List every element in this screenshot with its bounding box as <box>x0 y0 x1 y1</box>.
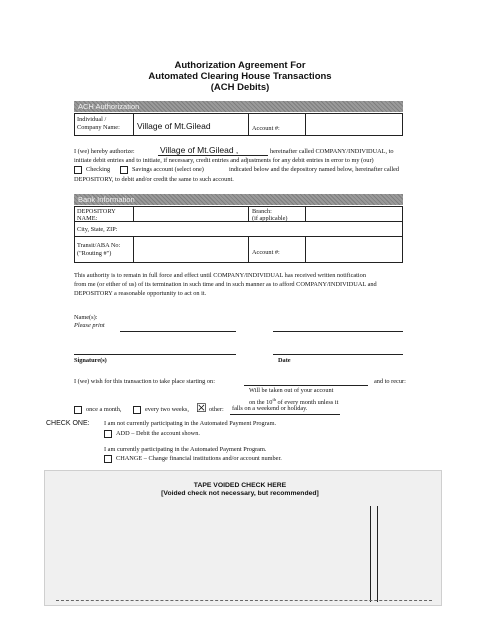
other-checkbox-checked[interactable]: ☒ <box>196 401 207 415</box>
note-text: on the 10 <box>249 399 273 407</box>
authorize-suffix: hereinafter called COMPANY/INDIVIDUAL, to <box>270 148 394 155</box>
checking-label: Checking <box>86 166 111 173</box>
date-field[interactable] <box>273 354 403 355</box>
handwritten-note-line-3: falls on a weekend or holiday. <box>232 405 308 412</box>
checking-checkbox[interactable] <box>74 166 82 174</box>
name-field-2[interactable] <box>273 331 403 332</box>
other-field[interactable] <box>230 414 340 415</box>
form-title-line-3: (ACH Debits) <box>210 82 270 93</box>
authorize-line-2: initiate debit entries and to initiate, if necessary, credit entries and adjustments for any debit entries in error to my (our) <box>74 157 374 164</box>
depository-label: DEPOSITORY <box>77 208 116 215</box>
authorize-prefix: I (we) hereby authorize: <box>74 148 135 155</box>
schedule-start-text: I (we) wish for this transaction to take place starting on: <box>74 378 215 385</box>
signature-label: Signature(s) <box>74 357 107 364</box>
handwritten-note-line-1: Will be taken out of your account <box>249 387 334 394</box>
depository-name-label: NAME: <box>77 215 98 222</box>
branch-field[interactable] <box>306 207 402 220</box>
table-row-divider <box>74 236 403 237</box>
table-divider <box>248 237 249 263</box>
table-divider <box>133 113 134 136</box>
table-divider <box>248 113 249 136</box>
check-one-label: CHECK ONE: <box>46 420 90 427</box>
please-print-label: Please print <box>74 322 105 329</box>
check-bottom-line <box>56 600 432 601</box>
form-title-line-1: Authorization Agreement For <box>174 60 306 71</box>
ach-section-header-text: ACH Authorization <box>78 102 140 111</box>
city-state-zip-label: City, State, ZIP: <box>77 226 118 233</box>
authority-text-line-3: DEPOSITORY a reasonable opportunity to act on it. <box>74 290 207 297</box>
add-label: ADD – Debit the account shown. <box>116 430 200 437</box>
voided-check-note: [Voided check not necessary, but recommended] <box>161 490 319 497</box>
ach-account-field[interactable] <box>306 114 402 135</box>
transit-label: Transit/ABA No: <box>77 242 121 249</box>
authority-text-line-1: This authority is to remain in full force and effect until COMPANY/INDIVIDUAL has received written notification <box>74 272 366 279</box>
table-divider <box>248 206 249 221</box>
authorize-line-3: indicated below and the depository named below, hereinafter called <box>229 166 400 173</box>
note-superscript: th <box>272 397 276 402</box>
add-checkbox[interactable] <box>104 430 112 438</box>
check-edge-line <box>377 506 378 602</box>
change-checkbox[interactable] <box>104 455 112 463</box>
form-title-line-2: Automated Clearing House Transactions <box>148 71 332 82</box>
individual-label: Individual / <box>77 116 107 123</box>
start-date-field[interactable] <box>244 385 368 386</box>
recur-label: and to recur: <box>374 378 406 385</box>
savings-label: Savings account (select one) <box>132 166 204 173</box>
bank-account-label: Account #: <box>252 249 280 256</box>
every-two-weeks-label: every two weeks, <box>145 406 189 413</box>
participating-text: I am currently participating in the Automated Payment Program. <box>104 446 267 453</box>
underline <box>158 155 268 156</box>
bank-section-header-text: Bank Information <box>78 195 135 204</box>
tape-check-label: TAPE VOIDED CHECK HERE <box>193 482 287 489</box>
bank-account-field[interactable] <box>306 238 402 262</box>
names-label: Name(s): <box>74 314 98 321</box>
not-participating-text: I am not currently participating in the Automated Payment Program. <box>104 420 277 427</box>
once-a-month-label: once a month, <box>86 406 122 413</box>
change-label: CHANGE – Change financial institutions and/or account number. <box>116 455 282 462</box>
other-label: other: <box>209 406 224 413</box>
authorize-company-field[interactable]: Village of Mt.Gilead , <box>160 145 239 155</box>
every-two-weeks-checkbox[interactable] <box>133 406 141 414</box>
name-field-1[interactable] <box>120 331 236 332</box>
date-label: Date <box>278 357 291 364</box>
company-name-label: Company Name: <box>77 124 120 131</box>
routing-number-field[interactable] <box>134 238 247 262</box>
branch-label: Branch: <box>252 208 272 215</box>
signature-field[interactable] <box>74 354 236 355</box>
authority-text-line-2: from me (or either of us) of its termination in such time and in such manner as to afford COMPANY/INDIVIDUAL and <box>74 281 377 288</box>
authorize-line-4: DEPOSITORY, to debit and/or credit the same to such account. <box>74 176 234 183</box>
city-state-zip-field[interactable] <box>150 222 402 235</box>
once-a-month-checkbox[interactable] <box>74 406 82 414</box>
note-text: of every month unless it <box>275 399 339 407</box>
ach-account-label: Account #: <box>252 125 280 132</box>
company-name-field[interactable]: Village of Mt.Gilead <box>137 121 211 131</box>
check-edge-line <box>370 506 371 602</box>
bank-section-header <box>74 194 403 205</box>
savings-checkbox[interactable] <box>120 166 128 174</box>
ach-section-header <box>74 101 403 112</box>
routing-label: ("Routing #") <box>77 250 112 257</box>
branch-sublabel: (if applicable) <box>252 215 288 222</box>
depository-name-field[interactable] <box>134 207 247 220</box>
